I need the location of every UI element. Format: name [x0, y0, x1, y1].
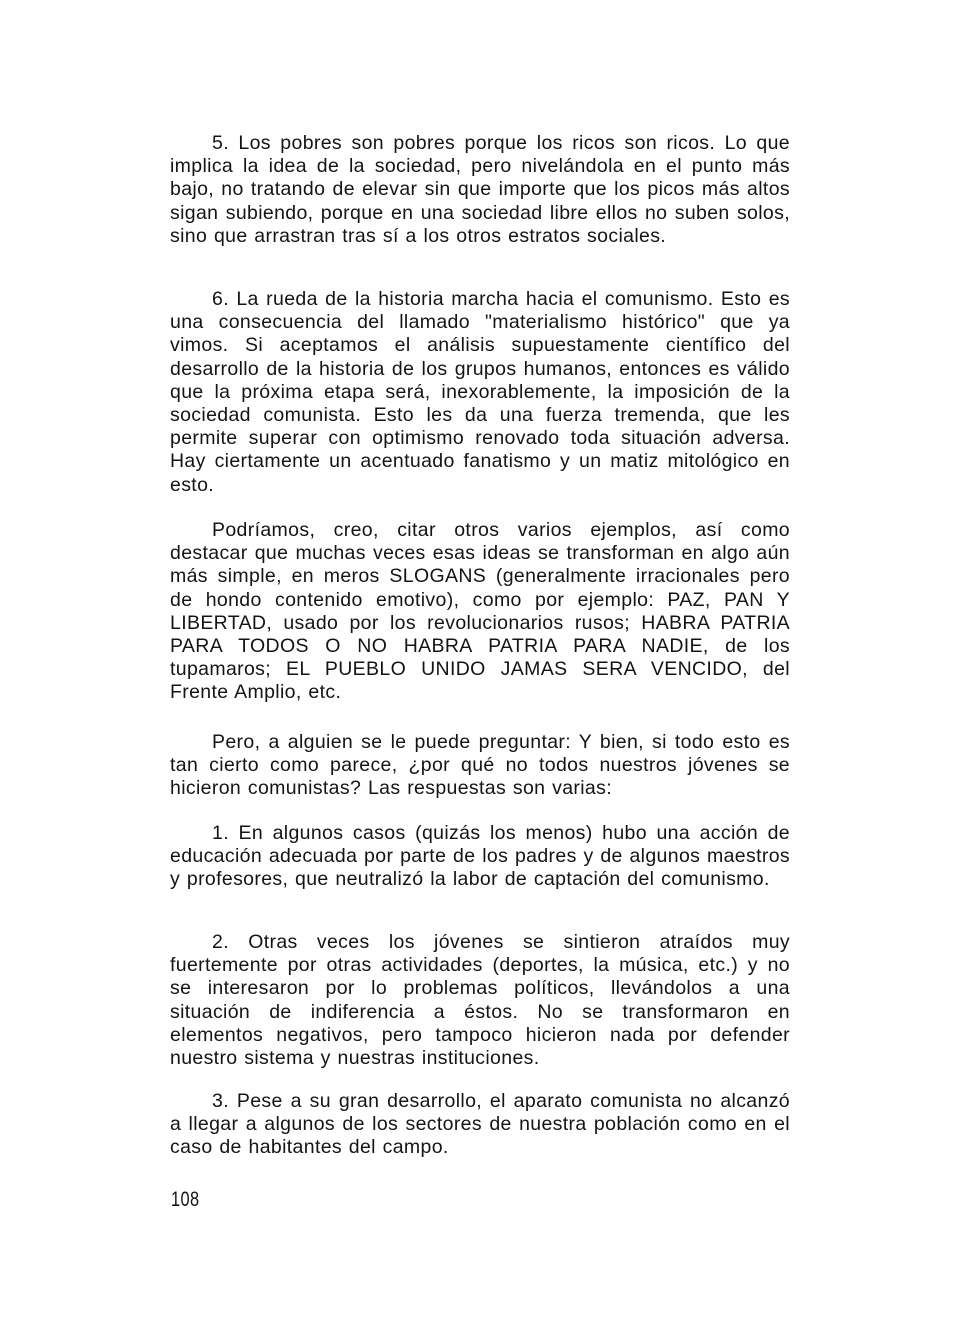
page-number: 108: [171, 1188, 200, 1211]
paragraph-answer-1: 1. En algunos casos (quizás los menos) hubo una acción de educación adecuada por parte de los padres y de algunos maestros y profesores, que neutralizó la labor de captación del comunismo.: [170, 822, 790, 891]
paragraph-answer-2: 2. Otras veces los jóvenes se sintieron atraídos muy fuertemente por otras actividades (deportes, la música, etc.) y no se interesaron por lo problemas políticos, llevándolos a una situación de indiferencia a éstos. No se transformaron en elementos negativos, pero tampoco hicieron nada por defender nuestro sistema y nuestras instituciones.: [170, 931, 790, 1070]
paragraph-point-5: 5. Los pobres son pobres porque los ricos son ricos. Lo que implica la idea de la sociedad, pero nivelándola en el punto más bajo, no tratando de elevar sin que importe que los picos más altos sigan subiendo, porque en una sociedad libre ellos no suben solos, sino que arrastran tras sí a los otros estratos sociales.: [170, 132, 790, 247]
paragraph-point-6: 6. La rueda de la historia marcha hacia el comunismo. Esto es una consecuencia del llamado "materialismo histórico" que ya vimos. Si aceptamos el análisis supuestamente científico del desarrollo de la historia de los grupos humanos, entonces es válido que la próxima etapa será, inexorablemente, la imposición de la sociedad comunista. Esto les da una fuerza tremenda, que les permite superar con optimismo renovado toda situación adversa. Hay ciertamente un acentuado fanatismo y un matiz mitológico en esto.: [170, 288, 790, 496]
paragraph-answer-3: 3. Pese a su gran desarrollo, el aparato comunista no alcanzó a llegar a algunos de los sectores de nuestra población como en el caso de habitantes del campo.: [170, 1090, 790, 1159]
paragraph-slogans: Podríamos, creo, citar otros varios ejemplos, así como destacar que muchas veces esas ideas se transforman en algo aún más simple, en meros SLOGANS (generalmente irracionales pero de hondo contenido emotivo), como por ejemplo: PAZ, PAN Y LIBERTAD, usado por los revolucionarios rusos; HABRA PATRIA PARA TODOS O NO HABRA PATRIA PARA NADIE, de los tupamaros; EL PUEBLO UNIDO JAMAS SERA VENCIDO, del Frente Amplio, etc.: [170, 519, 790, 704]
paragraph-question: Pero, a alguien se le puede preguntar: Y bien, si todo esto es tan cierto como parece, ¿por qué no todos nuestros jóvenes se hicieron comunistas? Las respuestas son varias:: [170, 731, 790, 800]
